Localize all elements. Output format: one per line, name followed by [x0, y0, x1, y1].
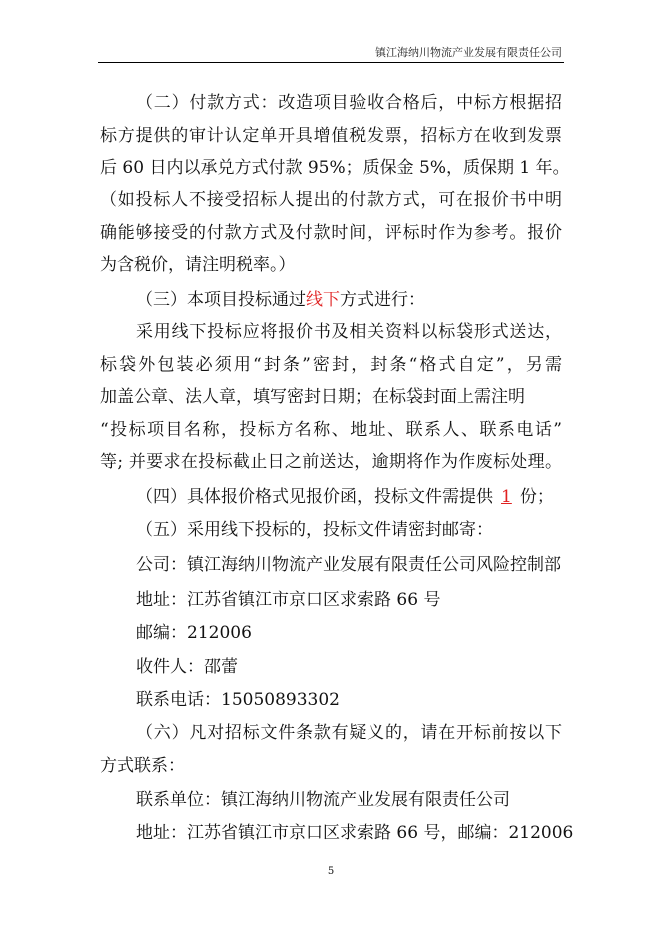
paragraph-line: 为含税价，请注明税率。）: [100, 255, 296, 275]
mail-address: 地址：江苏省镇江市京口区求索路 66 号: [136, 590, 441, 610]
paragraph-line: （如投标人不接受招标人提出的付款方式，可在报价书中明: [100, 190, 562, 210]
paragraph-line: 方式联系：: [100, 756, 185, 776]
paragraph-line: 后 60 日内以承兑方式付款 95%；质保金 5%，质保期 1 年。: [100, 158, 570, 178]
paragraph-line: 采用线下投标应将报价书及相关资料以标袋形式送达，: [136, 322, 562, 342]
mail-postcode: 邮编：212006: [136, 623, 252, 643]
paragraph-line: 确能够接受的付款方式及付款时间，评标时作为参考。报价: [100, 223, 562, 243]
offline-highlight: 线下: [306, 290, 340, 310]
paragraph-line: 等; 并要求在投标截止日之前送达，逾期将作为作废标处理。: [100, 452, 562, 472]
copies-count: 1: [501, 487, 512, 507]
section-3-suffix: 方式进行：: [340, 290, 425, 310]
paragraph-line: （二）付款方式：改造项目验收合格后，中标方根据招: [136, 93, 562, 113]
section-3-heading: [136, 289, 562, 311]
section-3-prefix: （三）本项目投标通过: [136, 290, 306, 310]
paragraph-line: （六）凡对招标文件条款有疑义的，请在开标前按以下: [136, 723, 562, 743]
mail-recipient: 收件人：邵蕾: [136, 657, 238, 677]
section-4-suffix: 份；: [519, 487, 554, 507]
mail-company: 公司：镇江海纳川物流产业发展有限责任公司风险控制部: [136, 555, 561, 575]
header-rule: [98, 62, 564, 63]
section-4-line: [136, 486, 562, 508]
page-number: 5: [327, 866, 335, 877]
running-header: 镇江海纳川物流产业发展有限责任公司: [375, 46, 562, 59]
mail-phone: 联系电话：15050893302: [136, 690, 340, 710]
paragraph-line: （五）采用线下投标的，投标文件请密封邮寄：: [136, 520, 493, 540]
section-4-prefix: （四）具体报价格式见报价函，投标文件需提供: [136, 487, 493, 507]
contact-unit: 联系单位：镇江海纳川物流产业发展有限责任公司: [136, 790, 510, 810]
paragraph-line: 加盖公章、法人章，填写密封日期；在标袋封面上需注明: [100, 387, 525, 407]
paragraph-line: “投标项目名称，投标方名称、地址、联系人、联系电话”: [100, 420, 562, 440]
contact-address: 地址：江苏省镇江市京口区求索路 66 号，邮编：212006: [136, 823, 574, 843]
paragraph-line: 标方提供的审计认定单开具增值税发票，招标方在收到发票: [100, 126, 562, 146]
paragraph-line: 标袋外包装必须用“封条”密封，封条“格式自定”，另需: [100, 355, 562, 375]
